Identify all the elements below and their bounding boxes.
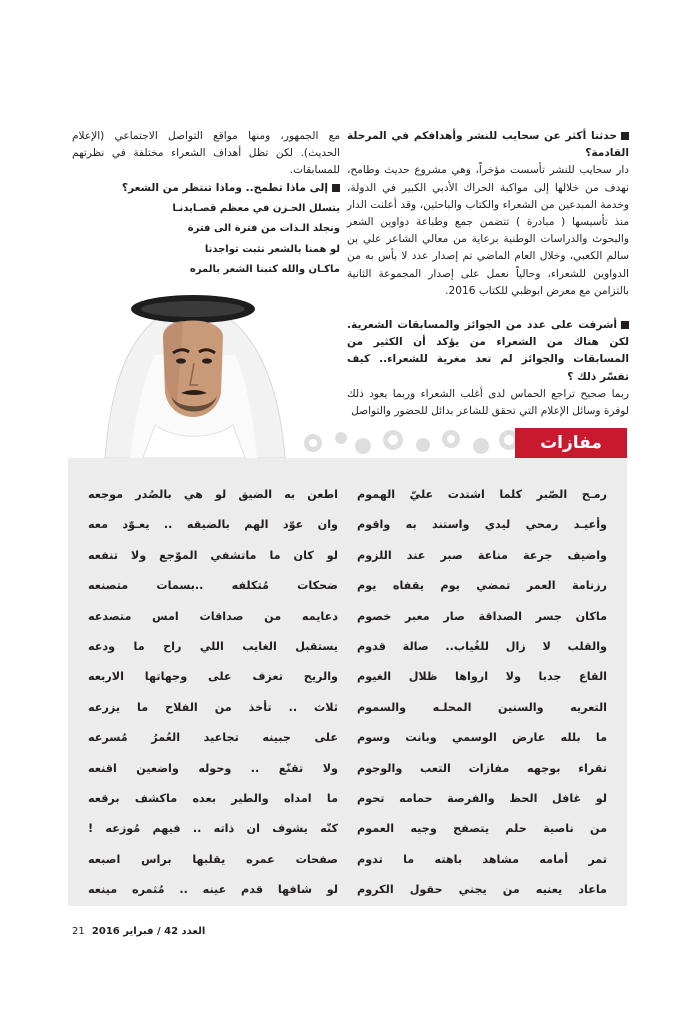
poem-line: ضحكات مُتكلفه ..بسمات متصنعه <box>88 579 338 593</box>
issue-label: العدد 42 / فبراير 2016 <box>91 926 206 937</box>
poem-line: وان عوّد الهم بالضيقه .. يعـوّد معه <box>88 518 338 532</box>
article-left-column <box>72 128 340 281</box>
poem-line: ثلاث .. تأخذ من الفلاح ما يزرعه <box>88 700 338 714</box>
question-3: إلى ماذا تطمح.. وماذا تنتظر من الشعر؟ <box>72 180 340 197</box>
poem-line: وأعيـد رمحي ليدي واستند به واقوم <box>357 518 607 532</box>
poem-line: ما بلله عارض الوسمي وبانت وسوم <box>357 731 607 745</box>
poem-line: لو شافها قدم عينه .. مُثمره مينعه <box>88 883 338 897</box>
poem-column-right <box>357 480 607 905</box>
question-1: حدثنا أكثر عن سحايب للنشر وأهدافكم في المرحلة القادمة؟ <box>347 130 629 160</box>
poem-panel <box>68 458 627 906</box>
poem-column-left <box>88 480 338 905</box>
poem-line: تقراء بوجهه مفازات التعب والوجوم <box>357 761 607 775</box>
poem-line: صفحات عمره يقلبها براس اصبعه <box>88 852 338 866</box>
poem-line: ما امداه والطير بعده ماكشف برقعه <box>88 791 338 805</box>
poem-line: كنّه يشوف ان ذاته .. فيهم مُوزعه ! <box>88 822 338 836</box>
poem-line: اطعن به الضيق لو هي بالصُدر موجعه <box>88 488 338 501</box>
verse-line: ونجلد الـذات من فترة الى فترة <box>187 223 340 235</box>
verse-line: يتسلل الحـزن في معظم قصـايدنـا <box>172 202 340 214</box>
bullet-square-icon <box>621 132 629 140</box>
poem-title-band <box>68 428 627 458</box>
verse-line: لو همنا بالشعر نثبت تواجدنا <box>204 243 340 255</box>
poem-line: لو كان ما ماتشفي الموّجع ولا تنفعه <box>88 548 338 562</box>
answer-verses <box>72 199 340 281</box>
article-right-column <box>347 128 629 420</box>
poem-line: لو غافل الحظ والفرصة حمامه تحوم <box>357 791 607 805</box>
poem-line: القاع جدبا ولا ارواها ظلال الغيوم <box>357 670 607 684</box>
paragraph-continued: مع الجمهور، ومنها مواقع التواصل الاجتماعي (الإعلام الحديث). لكن تظل أهداف الشعراء مختلفة في نظرتهم للمسابقات. <box>72 130 340 177</box>
poem-line: من ناصية حلم يتصفح وجيه العموم <box>357 822 607 836</box>
poem-title: مفازات <box>515 428 627 458</box>
poem-line: تمر أمامه مشاهد باهته ما تدوم <box>357 852 607 866</box>
page-number: 21 <box>72 926 85 937</box>
poem-line: ماعاد يعنيه من يجني حقول الكروم <box>357 883 607 897</box>
bullet-square-icon <box>621 321 629 329</box>
poem-line: والقلب لا زال للغُياب.. صالة قدوم <box>357 639 607 653</box>
poem-line: ولا تقنّع .. وحوله واضعين اقنعه <box>88 761 338 775</box>
verse-line: ماكـان والله كتبنا الشعر بالمره <box>189 264 340 276</box>
poem-line: على جبينه تجاعيد العُمرُ مُسرعه <box>88 731 338 745</box>
poem-line: التعريه والسنين المحلـه والسموم <box>357 700 607 714</box>
bullet-square-icon <box>332 184 340 192</box>
poem-line: رزنامة العمر تمضي يوم يقفاه يوم <box>357 579 607 593</box>
answer-2: ربما صحيح تراجع الحماس لدى أغلب الشعراء وربما يعود ذلك لوفرة وسائل الإعلام التي تحقق للشاعر بدائل للحضور والتواصل <box>347 387 629 418</box>
poem-line: يستقبل الغايب اللي راح ما ودعه <box>88 639 338 653</box>
poem-line: واضيف جرعة مناعة صبر عند اللزوم <box>357 548 607 562</box>
poem-line: والريح تعزف على وجهاتها الاربعه <box>88 670 338 684</box>
poem-line: ماكان جسر الصداقة صار معبر خصوم <box>357 609 607 623</box>
answer-1: دار سحايب للنشر تأسست مؤخراً، وهي مشروع حديث وطامح، نهدف من خلالها إلى مواكبة الحراك الأدبي الكبير في الدولة، وخدمة المبدعين من الشعراء والكتاب والباحثين، وقد أعلنت الدار منذ تأسيسها ( مبادرة ) تتضمن جمع وطباعة دواوين الشعر والبحوث والدراسات الوطنية برعاية من معالي الشاعر علي بن سالم الكعبي، وخلال العام الماضي تم إصدار عدد لا بأس به من الدواوين للشعراء، وحالياً نعمل على إصدار المجموعة الثانية بالتزامن مع معرض ابوظبي للكتاب 2016. <box>347 164 629 297</box>
question-2: أشرفت على عدد من الجوائز والمسابقات الشعرية. لكن هناك من الشعراء من يؤكد أن الكثير من المسابقات والجوائز لم تعد مغرية للشعراء.. كيف تفسّر ذلك ؟ <box>347 319 629 383</box>
poem-line: رمـح الصّبر كلما اشتدت عليّ الهموم <box>357 488 607 501</box>
poem-line: دعايمه من صداقات امس متصدعه <box>88 609 338 623</box>
page-footer <box>72 926 205 937</box>
